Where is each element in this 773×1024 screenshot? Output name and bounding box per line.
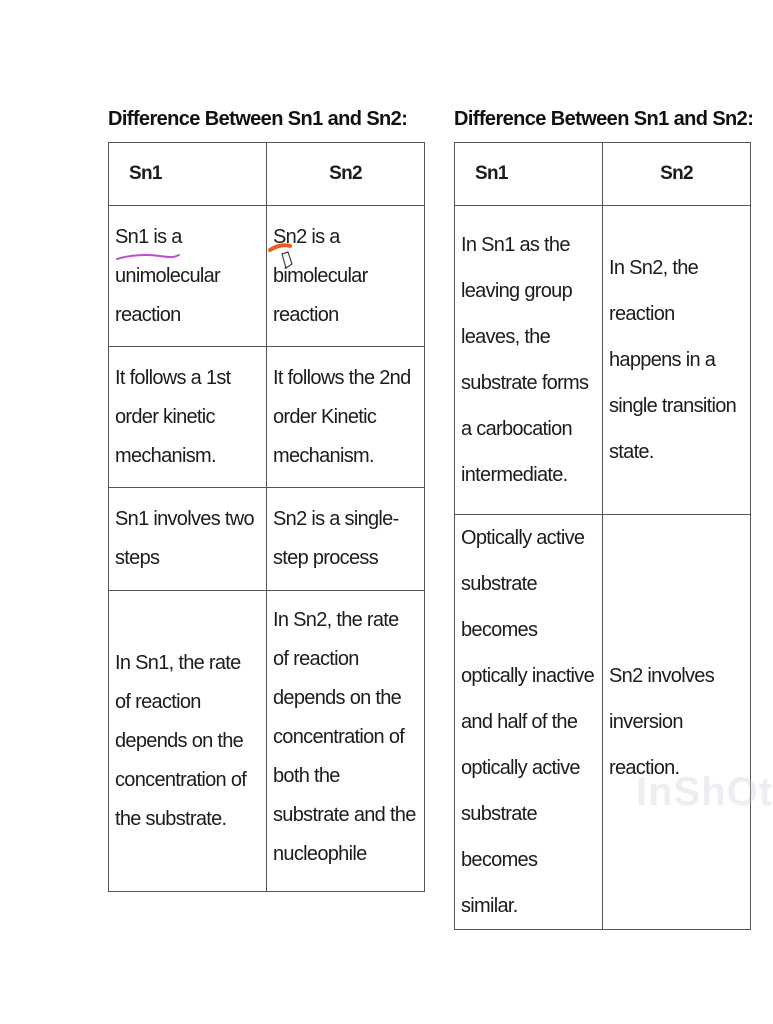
panel-title: Difference Between Sn1 and Sn2: [454,108,754,130]
column-header-sn2: Sn2 [603,143,751,206]
table-cell-sn1 [109,591,267,892]
table-header-row [109,143,425,206]
cell-text: In Sn2, the rate of reaction depends on the concentration of both the substrate and the nucleophile [273,609,416,865]
cell-text: Optically active substrate becomes optically inactive and half of the optically active substrate becomes similar. [461,527,595,917]
column-header-sn1: Sn1 [109,143,267,206]
comparison-panel-right [454,104,754,917]
table-row [109,591,425,892]
cell-text: Sn2 is a bimolecular reaction [273,225,368,326]
cell-text: In Sn1 as the leaving group leaves, the substrate forms a carbocation intermediate. [461,234,589,486]
pen-highlight-mark [268,238,300,272]
column-header-sn1: Sn1 [455,143,603,206]
cell-text: Sn2 involves inversion reaction. [609,665,714,779]
inshot-watermark: InShOt [636,770,773,814]
table-row [109,206,425,347]
panel-title: Difference Between Sn1 and Sn2: [108,108,408,130]
table-row [109,347,425,488]
cell-text: It follows a 1st order kinetic mechanism. [115,366,231,467]
table-header-row [455,143,751,206]
table-cell-sn1 [455,515,603,930]
comparison-panel-left [108,104,426,865]
table-cell-sn2 [267,206,425,347]
table-cell-sn2 [267,347,425,488]
table-cell-sn1 [109,488,267,591]
cell-text: In Sn1, the rate of reaction depends on the concentration of the substrate. [115,651,247,830]
cell-text: It follows the 2nd order Kinetic mechanism. [273,366,411,467]
table-cell-sn2 [267,591,425,892]
table-cell-sn1 [109,206,267,347]
table-cell-sn1 [109,347,267,488]
cell-text: Sn2 is a single-step process [273,508,399,569]
table-cell-sn2 [603,206,751,515]
column-header-sn2: Sn2 [267,143,425,206]
cell-text: In Sn2, the reaction happens in a single transition state. [609,257,737,463]
table-cell-sn2 [267,488,425,591]
pen-underline-mark [116,253,180,261]
cell-text: Sn1 is a unimolecular reaction [115,225,220,326]
table-row [455,515,751,930]
table-cell-sn1 [455,206,603,515]
table-cell-sn2 [603,515,751,930]
table-row [109,488,425,591]
cell-text: Sn1 involves two steps [115,508,254,569]
table-row [455,206,751,515]
